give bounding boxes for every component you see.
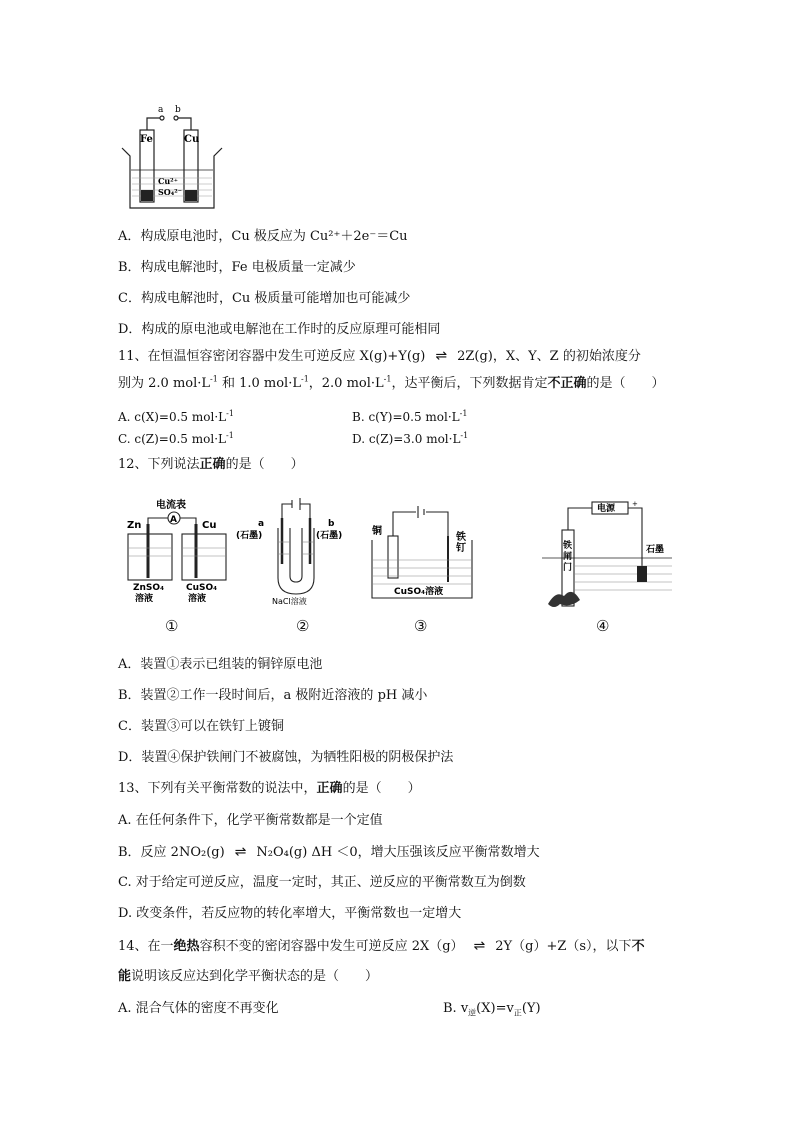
q14-emphasis-1: 绝热: [173, 939, 200, 954]
q14-text-2: 容积不变的密闭容器中发生可逆反应 2X（g）: [199, 939, 464, 954]
q12-option-a: A．装置①表示已组装的铜锌原电池: [118, 657, 323, 672]
q11-b-text: B. c(Y)=0.5 mol·L: [352, 410, 460, 424]
q11-text-e: 的是（ ）: [586, 376, 665, 391]
q11-option-d: [352, 431, 468, 447]
q14-b-mid: (X)=v: [476, 1001, 514, 1016]
q12-option-c: C．装置③可以在铁钉上镀铜: [118, 719, 284, 734]
iron-nail-label: [455, 530, 466, 554]
q12-stem: [118, 457, 304, 473]
q11-d-exp: -1: [460, 431, 469, 440]
q13-option-c: C. 对于给定可逆反应，温度一定时，其正、逆反应的平衡常数互为倒数: [118, 875, 526, 890]
q12-stem-tail: 的是（ ）: [225, 457, 304, 472]
equilibrium-arrow-icon: ⇌: [435, 348, 448, 364]
q11-stem-text: 11、在恒温恒容密闭容器中发生可逆反应 X(g)+Y(g): [118, 349, 426, 364]
q11-option-a: [118, 409, 234, 425]
figure-4-number: ④: [596, 617, 610, 635]
q10-option-a: A．构成原电池时，Cu 极反应为 Cu²⁺＋2e⁻＝Cu: [118, 229, 408, 244]
terminal-b-label: b: [175, 105, 181, 115]
znso4-line2: 溶液: [135, 594, 154, 604]
q11-exp-3: -1: [383, 374, 392, 384]
electrochem-cell-figure: [118, 104, 228, 214]
q11-text-a: 别为 2.0 mol·L: [118, 376, 211, 391]
figure-1-zn-cu-cells: [124, 498, 234, 606]
figure-2-u-tube: [236, 498, 356, 606]
q13-b-tail: N₂O₄(g) ΔH ＜0，增大压强该反应平衡常数增大: [256, 845, 540, 860]
q14-text-4: 说明该反应达到化学平衡状态的是（ ）: [131, 969, 379, 984]
power-source-label: 电源: [597, 504, 616, 514]
q14-text-1: 14、在一: [118, 939, 174, 954]
q11-option-c: [118, 431, 234, 447]
figure-4-iron-gate: [542, 500, 672, 612]
graphite-right-label: (石墨): [316, 531, 343, 541]
znso4-line1: ZnSO₄: [133, 583, 165, 593]
plus-label: +: [632, 500, 638, 508]
q13-option-a: A. 在任何条件下，化学平衡常数都是一个定值: [118, 813, 383, 828]
q14-emphasis-2: 不: [631, 939, 645, 954]
fe-electrode-label: Fe: [140, 134, 153, 145]
q14-b-sub1: 逆: [468, 1008, 477, 1018]
q13-stem-text: 13、下列有关平衡常数的说法中，: [118, 781, 317, 796]
cu-electrode-label: Cu: [184, 134, 200, 145]
q11-stem-line1: [118, 348, 641, 365]
cu-ion-label: Cu²⁺: [158, 176, 178, 186]
electrode-a-label: a: [258, 519, 265, 529]
q14-option-a: A. 混合气体的密度不再变化: [118, 1001, 279, 1016]
cuso4-label: [186, 583, 220, 604]
cuso4-solution-label: CuSO₄溶液: [394, 587, 444, 597]
graphite-label: 石墨: [646, 545, 665, 555]
q13-stem-tail: 的是（ ）: [342, 781, 421, 796]
zn-label: Zn: [127, 520, 142, 531]
q14-b-text: B. v: [443, 1001, 469, 1016]
q11-d-text: D. c(Z)=3.0 mol·L: [352, 432, 461, 446]
cu-label: Cu: [202, 520, 217, 531]
gate-char-3: 门: [563, 563, 573, 573]
q13-emphasis: 正确: [316, 781, 343, 796]
equilibrium-arrow-icon: ⇌: [473, 938, 486, 954]
ammeter-label: 电流表: [156, 500, 186, 511]
q13-option-d: D. 改变条件，若反应物的转化率增大，平衡常数也一定增大: [118, 906, 462, 921]
figure-3-plating-cell: [368, 500, 478, 606]
iron-nail-line2: 钉: [456, 543, 466, 554]
q14-b-sub2: 正: [513, 1008, 522, 1018]
q12-option-d: D．装置④保护铁闸门不被腐蚀，为牺牲阳极的阴极保护法: [118, 750, 454, 765]
sulfate-ion-label: SO₄²⁻: [158, 187, 182, 197]
q14-stem-line1: [118, 938, 645, 955]
q14-b-tail: (Y): [521, 1001, 541, 1016]
gate-char-2: 闸: [563, 552, 573, 562]
q11-c-exp: -1: [225, 431, 234, 440]
q11-b-exp: -1: [459, 409, 468, 418]
q11-exp-1: -1: [210, 374, 218, 384]
q13-b-text: B．反应 2NO₂(g): [118, 845, 225, 860]
cuso4-line1: CuSO₄: [186, 583, 218, 593]
q11-option-b: [352, 409, 467, 425]
q11-a-text: A. c(X)=0.5 mol·L: [118, 410, 227, 424]
q11-c-text: C. c(Z)=0.5 mol·L: [118, 432, 226, 446]
iron-nail-line1: 铁: [456, 532, 466, 543]
q13-option-b: [118, 844, 540, 861]
q11-text-b: 和 1.0 mol·L: [217, 376, 301, 391]
q11-a-exp: -1: [226, 409, 234, 418]
q14-stem-line2: [118, 969, 378, 985]
equilibrium-arrow-icon: ⇌: [234, 844, 247, 860]
terminal-a-label: a: [158, 105, 164, 115]
graphite-left-label: (石墨): [236, 531, 263, 541]
nacl-label: NaCl溶液: [272, 597, 307, 606]
figure-2-number: ②: [296, 617, 310, 635]
iron-gate-label: [562, 539, 572, 573]
ammeter-symbol: A: [170, 515, 177, 525]
q10-option-b: B．构成电解池时，Fe 电极质量一定减少: [118, 260, 356, 275]
q11-stem-line2: [118, 376, 665, 392]
q11-text-d: ，达平衡后，下列数据肯定: [391, 376, 548, 391]
q13-stem: [118, 781, 421, 797]
q14-text-3: 2Y（g）+Z（s），以下: [495, 939, 632, 954]
cuso4-line2: 溶液: [188, 594, 207, 604]
copper-label: 铜: [372, 526, 382, 537]
gate-char-1: 铁: [563, 541, 573, 551]
q12-option-b: B．装置②工作一段时间后，a 极附近溶液的 pH 减小: [118, 688, 428, 703]
figure-1-number: ①: [165, 617, 179, 635]
q12-emphasis: 正确: [199, 457, 226, 472]
q11-stem-text-2: 2Z(g)，X、Y、Z 的初始浓度分: [457, 349, 641, 364]
q14-emphasis-3: 能: [118, 969, 132, 984]
q12-stem-text: 12、下列说法: [118, 457, 200, 472]
figure-3-number: ③: [414, 617, 428, 635]
q11-emphasis: 不正确: [547, 376, 587, 391]
q11-text-c: ，2.0 mol·L: [308, 376, 384, 391]
q14-option-b: [443, 1001, 541, 1017]
znso4-label: [133, 583, 167, 604]
q10-option-c: C．构成电解池时，Cu 极质量可能增加也可能减少: [118, 291, 411, 306]
q10-option-d: D．构成的原电池或电解池在工作时的反应原理可能相同: [118, 322, 441, 337]
electrode-b-label: b: [328, 519, 335, 529]
q11-exp-2: -1: [300, 374, 309, 384]
